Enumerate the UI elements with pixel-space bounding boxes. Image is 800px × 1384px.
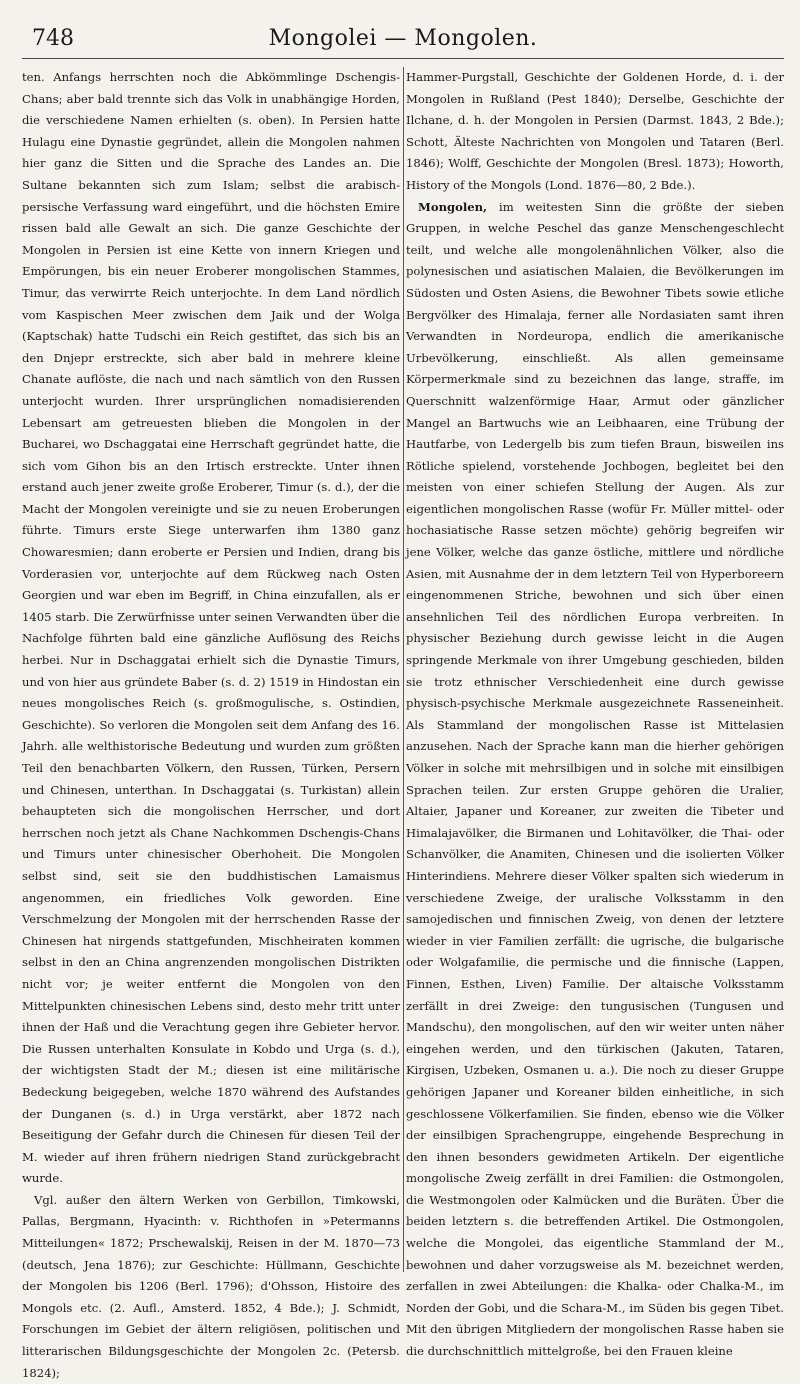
- page-number: 748: [32, 26, 74, 51]
- left-column: [22, 67, 400, 1380]
- entry-text: im weitesten Sinn die größte der sieben Gruppen, in welche Peschel das ganze Menschengeschlecht teilt, und welche alle mongolenähnlichen Völker, also die polynesischen und asiatischen Malaien, die Bevölkerungen im Südosten und Osten Asiens, die Bewohner Tibets sowie etliche Bergvölker des Himalaja, ferner alle Nordasiaten samt ihren Verwandten in Nordeuropa, endlich die amerikanische Urbevölkerung, einschließt. Als allen gemeinsame Körpermerkmale sind zu bezeichnen das lange, straffe, im Querschnitt walzenförmige Haar, Armut oder gänzlicher Mangel an Bartwuchs wie an Leibhaaren, eine Trübung der Hautfarbe, von Ledergelb bis zum tiefen Braun, bisweilen ins Rötliche spielend, vorstehende Jochbogen, begleitet bei den meisten von einer schiefen Stellung der Augen. Als zur eigentlichen mongolischen Rasse (wofür Fr. Müller mittel- oder hochasiatische Rasse setzen möchte) gehörig begreifen wir jene Völker, welche das ganze östliche, mittlere und nördliche Asien, mit Ausnahme der in dem letztern Teil von Hyperboreern eingenommenen Striche, bewohnen und sich über einen ansehnlichen Teil des nördlichen Europa verbreiten. In physischer Beziehung durch gewisse leicht in die Augen springende Merkmale von ihrer Umgebung geschieden, bilden sie trotz ethnischer Verschiedenheit eine durch gewisse physisch-psychische Merkmale ausgezeichnete Rasseneinheit. Als Stammland der mongolischen Rasse ist Mittelasien anzusehen. Nach der Sprache kann man die hierher gehörigen Völker in solche mit mehrsilbigen und in solche mit einsilbigen Sprachen teilen. Zur ersten Gruppe gehören die Uralier, Altaier, Japaner und Koreaner, zur zweiten die Tibeter und Himalajavölker, die Birmanen und Lohitavölker, die Thai- oder Schanvölker, die Anamiten, Chinesen und die isolierten Völker Hinterindiens. Mehrere dieser Völker spalten sich wiederum in verschiedene Zweige, der uralische Volksstamm in den samojedischen und finnischen Zweig, von denen der letztere wieder in vier Familien zerfällt: die ugrische, die bulgarische oder Wolgafamilie, die permische und die finnische (Lappen, Finnen, Esthen, Liven) Familie. Der altaische Volksstamm zerfällt in drei Zweige: den tungusischen (Tungusen und Mandschu), den mongolischen, auf den wir weiter unten näher eingehen werden, und den türkischen (Jakuten, Tataren, Kirgisen, Uzbeken, Osmanen u. a.). Die noch zu dieser Gruppe gehörigen Japaner und Koreaner bilden einheitliche, in sich geschlossene Völkerfamilien. Sie finden, ebenso wie die Völker der einsilbigen Sprachengruppe, eingehende Besprechung in den ihnen besonders gewidmeten Artikeln. Der eigentliche mongolische Zweig zerfällt in drei Familien: die Ostmongolen, die Westmongolen oder Kalmücken und die Buräten. Über die beiden letztern s. die betreffenden Artikel. Die Ostmongolen, welche die Mongolei, das eigentliche Stammland der M., bewohnen und daher vorzugsweise als M. bezeichnet werden, zerfallen in zwei Abteilungen: die Khalka- oder Chalka-M., im Norden der Gobi, und die Schara-M., im Süden bis gegen Tibet. Mit den übrigen Mitgliedern der mongolischen Rasse haben sie die durchschnittlich mittelgroße, bei den Frauen kleine: [406, 199, 784, 1359]
- text-columns: [22, 67, 784, 1380]
- paragraph: Hammer-Purgstall, Geschichte der Goldenen Horde, d. i. der Mongolen in Rußland (Pest 1840); Derselbe, Geschichte der Ilchane, d. h. der Mongolen in Persien (Darmst. 1843, 2 Bde.); Schott, Älteste Nachrichten von Mongolen und Tataren (Berl. 1846); Wolff, Geschichte der Mongolen (Bresl. 1873); Howorth, History of the Mongols (Lond. 1876—80, 2 Bde.).: [406, 70, 784, 192]
- paragraph: ten. Anfangs herrschten noch die Abkömmlinge Dschengis-Chans; aber bald trennte sich das Volk in unabhängige Horden, die verschiedene Namen erhielten (s. oben). In Persien hatte Hulagu eine Dynastie gegründet, allein die Mongolen nahmen hier ganz die Sitten und die Sprache des Landes an. Die Sultane bekannten sich zum Islam; selbst die arabisch-persische Verfassung ward eingeführt, und die höchsten Emire rissen bald alle Gewalt an sich. Die ganze Geschichte der Mongolen in Persien ist eine Kette von innern Kriegen und Empörungen, bis ein neuer Eroberer mongolischen Stammes, Timur, das verwirrte Reich unterjochte. In dem Land nördlich vom Kaspischen Meer zwischen dem Jaik und der Wolga (Kaptschak) hatte Tudschi ein Reich gestiftet, das sich bis an den Dnjepr erstreckte, sich aber bald in mehrere kleine Chanate auflöste, die nach und nach sämtlich von den Russen unterjocht wurden. Ihrer ursprünglichen nomadisierenden Lebensart am getreuesten blieben die Mongolen in der Bucharei, wo Dschaggatai eine Herrschaft gegründet hatte, die sich vom Gihon bis an den Irtisch erstreckte. Unter ihnen erstand auch jener zweite große Eroberer, Timur (s. d.), der die Macht der Mongolen vereinigte und sie zu neuen Eroberungen führte. Timurs erste Siege unterwarfen ihm 1380 ganz Chowaresmien; dann eroberte er Persien und Indien, drang bis Vorderasien vor, unterjochte auf dem Rückweg nach Osten Georgien und war eben im Begriff, in China einzufallen, als er 1405 starb. Die Zerwürfnisse unter seinen Verwandten über die Nachfolge führten bald eine gänzliche Auflösung des Reichs herbei. Nur in Dschaggatai erhielt sich die Dynastie Timurs, und von hier aus gründete Baber (s. d. 2) 1519 in Hindostan ein neues mongolisches Reich (s. großmogulische, s. Ostindien, Geschichte). So verloren die Mongolen seit dem Anfang des 16. Jahrh. alle welthistorische Bedeutung und wurden zum größten Teil den benachbarten Völkern, den Russen, Türken, Persern und Chinesen, unterthan. In Dschaggatai (s. Turkistan) allein behaupteten sich die mongolischen Herrscher, und dort herrschen noch jetzt als Chane Nachkommen Dschengis-Chans und Timurs unter chinesischer Oberhoheit. Die Mongolen selbst sind, seit sie den buddhistischen Lamaismus angenommen, ein friedliches Volk geworden. Eine Verschmelzung der Mongolen mit der herrschenden Rasse der Chinesen hat nirgends stattgefunden, Mischheiraten kommen selbst in den an China angrenzenden mongolischen Distrikten nicht vor; je weiter entfernt die Mongolen von den Mittelpunkten chinesischen Lebens sind, desto mehr tritt unter ihnen der Haß und die Verachtung gegen ihre Gebieter hervor. Die Russen unterhalten Konsulate in Kobdo und Urga (s. d.), der wichtigsten Stadt der M.; diesen ist eine militärische Bedeckung beigegeben, welche 1870 während des Aufstandes der Dunganen (s. d.) in Urga verstärkt, aber 1872 nach Beseitigung der Gefahr durch die Chinesen für diesen Teil der M. wieder auf ihren frühern niedrigen Stand zurückgebracht wurde.: [22, 70, 400, 1186]
- column-divider: [403, 67, 404, 1272]
- paragraph: Vgl. außer den ältern Werken von Gerbillon, Timkowski, Pallas, Bergmann, Hyacinth: v. Richthofen in »Petermanns Mitteilungen« 1872; Prschewalskij, Reisen in der M. 1870—73 (deutsch, Jena 1876); zur Geschichte: Hüllmann, Geschichte der Mongolen bis 1206 (Berl. 1796); d'Ohsson, Histoire des Mongols etc. (2. Aufl., Amsterd. 1852, 4 Bde.); J. Schmidt, Forschungen im Gebiet der ältern religiösen, politischen und litterarischen Bildungsgeschichte der Mongolen 2c. (Petersb. 1824);: [22, 1192, 400, 1380]
- entry-lemma: Mongolen,: [418, 199, 488, 214]
- entry-paragraph: [406, 197, 784, 1363]
- right-column: [406, 67, 784, 1359]
- page-header: [22, 22, 784, 59]
- running-head: Mongolei — Mongolen.: [268, 26, 538, 51]
